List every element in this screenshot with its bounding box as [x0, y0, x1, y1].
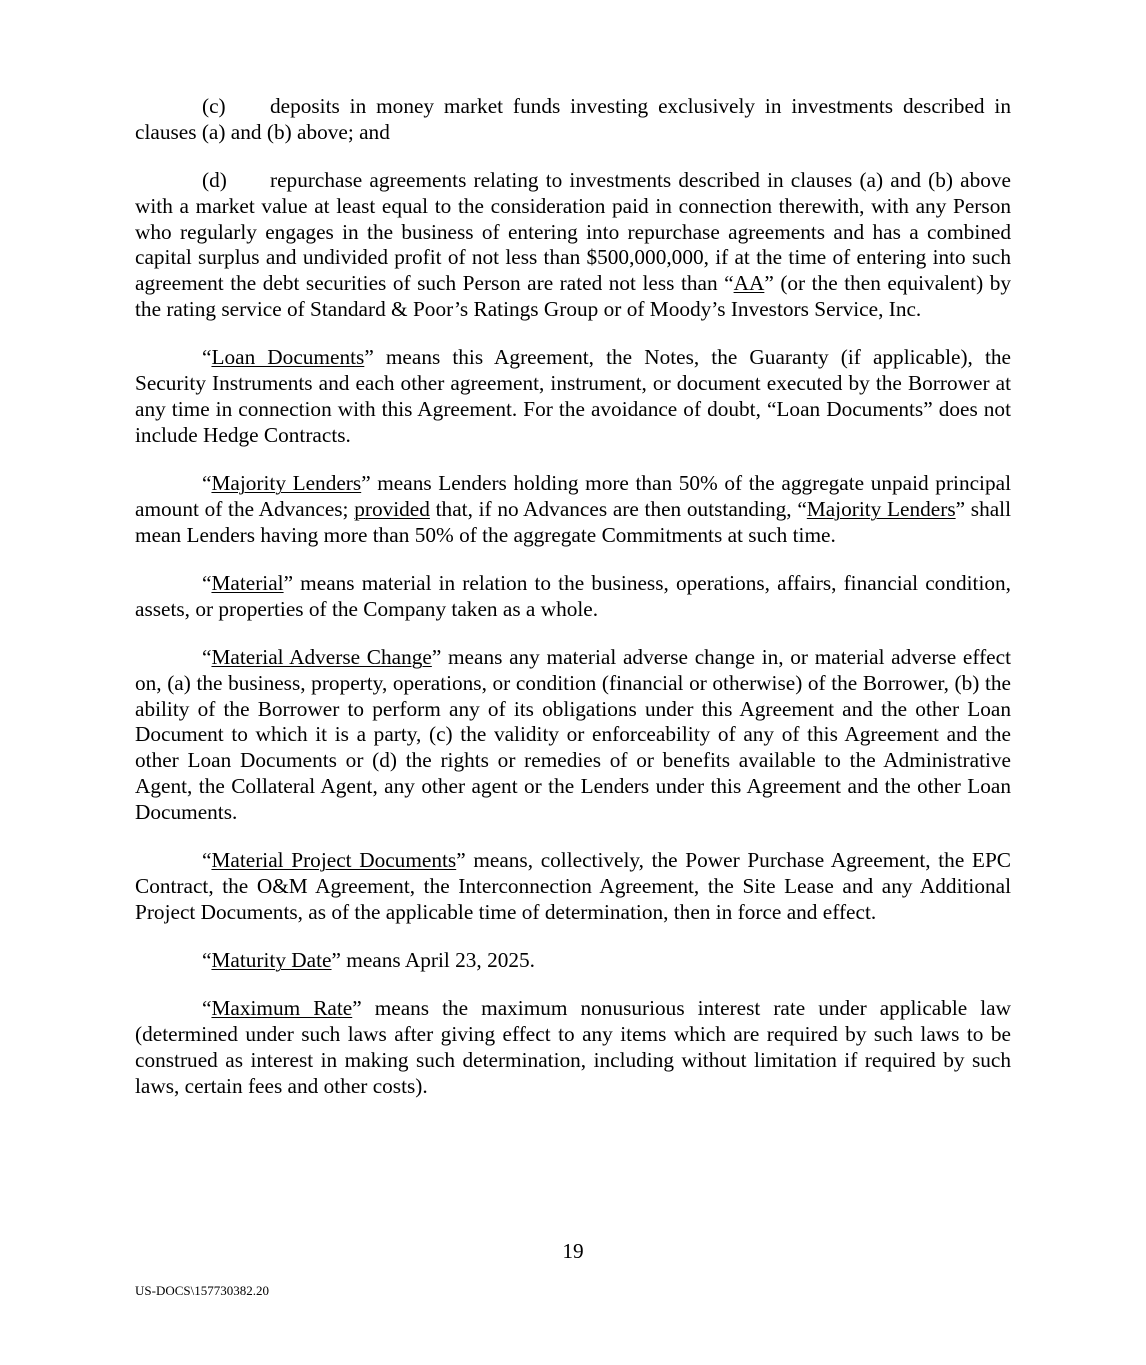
definition-text: ” means, collectively, the Power Purchase Agreement, the EPC Contract, the O&M Agreement, the Interconnection Agreement, the Site Lease and any Additional Project Documents, as of the applicable time of determination, then in force and effect. — [135, 848, 1011, 924]
provided-term: provided — [354, 496, 430, 521]
clause-d-rating: AA — [733, 271, 765, 296]
definition-maturity-date — [135, 948, 1011, 974]
open-quote: “ — [202, 848, 212, 873]
defined-term: Material — [211, 570, 284, 595]
definition-text: ” means material in relation to the business, operations, affairs, financial condition, assets, or properties of the Company taken as a whole. — [135, 570, 1011, 621]
clause-c — [135, 94, 1011, 146]
open-quote: “ — [202, 645, 212, 670]
clause-d-text-end: ” (or the then equivalent) by the rating service of Standard & Poor’s Ratings Group or of Moody’s Investors Service, Inc. — [135, 271, 1011, 322]
definition-text: that, if no Advances are then outstanding, “ — [429, 496, 807, 521]
document-id: US-DOCS\157730382.20 — [135, 1283, 269, 1298]
clause-c-text: deposits in money market funds investing exclusively in investments described in clauses (a) and (b) above; and — [135, 94, 1011, 144]
defined-term: Loan Documents — [211, 345, 365, 370]
open-quote: “ — [202, 345, 212, 370]
definition-text: ” shall mean Lenders having more than 50% of the aggregate Commitments at such time. — [135, 496, 1012, 547]
definition-text: ” means April 23, 2025. — [331, 948, 535, 973]
clause-c-label: (c) — [202, 94, 226, 118]
page-number: 19 — [562, 1239, 584, 1263]
clause-d — [135, 168, 1011, 323]
open-quote: “ — [202, 996, 212, 1021]
definition-text: ” means any material adverse change in, or material adverse effect on, (a) the business, property, operations, or condition (financial or otherwise) of the Borrower, (b) the ability of the Borrower to perform any of its obligations under this Agreement and the other Loan Document to which it is a party, (c) the validity or enforceability of any of this Agreement and the other Loan Documents or (d) the rights or remedies of or benefits available to the Administrative Agent, the Collateral Agent, any other agent or the Lenders under this Agreement and the other Loan Documents. — [135, 645, 1011, 824]
document-body — [135, 94, 1011, 1122]
defined-term-repeat: Majority Lenders — [806, 496, 956, 521]
definition-material-project-documents — [135, 848, 1011, 925]
definition-text: ” means Lenders holding more than 50% of the aggregate unpaid principal amount of the Advances; — [135, 471, 1011, 521]
defined-term: Maximum Rate — [211, 996, 353, 1021]
defined-term: Maturity Date — [211, 948, 332, 973]
defined-term: Material Project Documents — [211, 848, 457, 873]
defined-term: Majority Lenders — [211, 471, 362, 496]
clause-d-label: (d) — [202, 168, 227, 193]
definition-material-adverse-change — [135, 645, 1011, 826]
definition-majority-lenders — [135, 471, 1011, 548]
definition-material — [135, 571, 1011, 623]
clause-d-text: repurchase agreements relating to investments described in clauses (a) and (b) above with a market value at least equal to the consideration paid in connection therewith, with any Person who regularly engages in the business of entering into repurchase agreements and has a combined capital surplus and undivided profit of not less than $500,000,000, if at the time of entering into such agreement the debt securities of such Person are rated not less than “ — [135, 168, 1011, 296]
definition-maximum-rate — [135, 996, 1011, 1099]
definition-text: ” means the maximum nonusurious interest rate under applicable law (determined under such laws after giving effect to any items which are required by such laws to be construed as interest in making such determination, including without limitation if required by such laws, certain fees and other costs). — [135, 996, 1011, 1098]
open-quote: “ — [202, 570, 212, 595]
defined-term: Material Adverse Change — [211, 645, 432, 670]
definition-loan-documents — [135, 345, 1011, 448]
definition-text: ” means this Agreement, the Notes, the Guaranty (if applicable), the Security Instruments and each other agreement, instrument, or document executed by the Borrower at any time in connection with this Agreement. For the avoidance of doubt, “Loan Documents” does not include Hedge Contracts. — [135, 345, 1011, 447]
open-quote: “ — [202, 948, 212, 973]
open-quote: “ — [202, 471, 212, 496]
